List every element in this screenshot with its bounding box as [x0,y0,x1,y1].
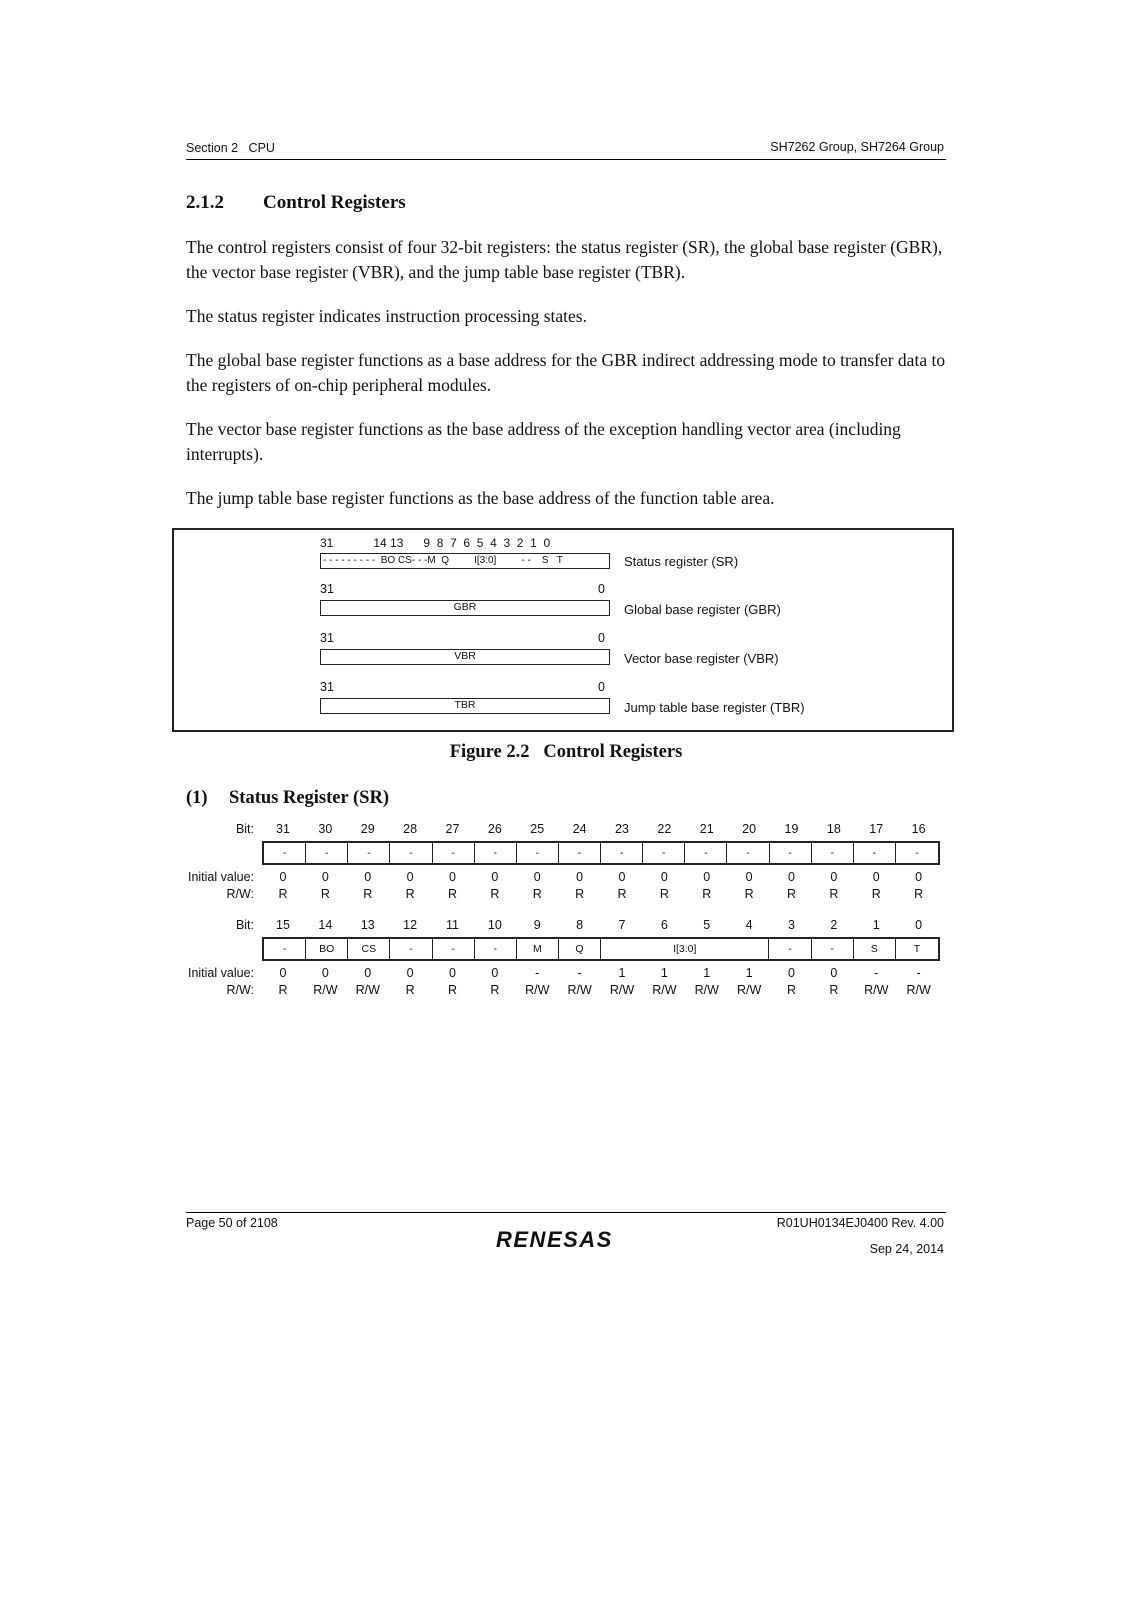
section-title: Control Registers [263,192,406,213]
initial-value: 0 [830,870,838,884]
rw-value: R/W [694,983,719,997]
bit-field: - [475,939,517,959]
initial-value: 0 [449,870,456,884]
sr-register-box: - - - - - - - - - BO CS- - -M Q I[3:0] - - S T [320,553,610,569]
bit-field-row [262,841,940,865]
initial-value: 0 [618,870,626,884]
bit-number: 20 [742,822,757,836]
vbr-bit-31: 31 [320,631,334,645]
footer-document-id: R01UH0134EJ0400 Rev. 4.00 [776,1216,944,1230]
bit-number: 6 [660,918,668,932]
header-divider [186,159,946,160]
rw-value: R/W [525,983,550,997]
vbr-description: Vector base register (VBR) [624,651,779,666]
rw-value: R [490,983,500,997]
footer-divider [186,1212,946,1213]
gbr-description: Global base register (GBR) [624,602,781,617]
renesas-logo-mark [494,1226,638,1252]
subsection-heading [186,788,389,809]
tbr-description: Jump table base register (TBR) [624,700,805,715]
bit-number: 29 [360,822,375,836]
bit-field: - [812,843,854,863]
bit-field: - [390,843,432,863]
bit-number: 18 [826,822,841,836]
initial-value-label: Initial value: [187,870,254,884]
initial-value: 0 [915,870,923,884]
bit-number: 1 [872,918,880,932]
rw-value: R [532,887,542,901]
vbr-register-box: VBR [320,649,610,665]
initial-value: 0 [406,966,414,980]
paragraph-vbr: The vector base register functions as the base address of the exception handling vector area (including interrupts). [186,419,901,464]
bit-number: 3 [788,918,795,932]
rw-value: R [278,983,288,997]
initial-value: 0 [872,870,880,884]
bit-field-row [262,937,940,961]
figure-caption: Figure 2.2 Control Registers [449,742,683,762]
bit-number: 14 [318,918,333,932]
bit-field: - [390,939,432,959]
rw-label: R/W: [226,983,254,997]
bit-field: S [854,939,896,959]
paragraph-tbr: The jump table base register functions as the base address of the function table area. [186,488,775,508]
rw-value: R/W [567,983,592,997]
rw-value: R/W [906,983,931,997]
paragraph-sr: The status register indicates instruction processing states. [186,306,587,326]
gbr-bit-31: 31 [320,582,334,596]
rw-value: R [447,887,458,901]
rw-value: R [786,887,797,901]
bit-field: - [264,843,306,863]
bit-number: 0 [915,918,923,932]
rw-value: R [575,887,585,901]
header-section-label: Section 2 CPU [186,141,275,155]
rw-value: R/W [736,983,762,997]
rw-value: R [744,887,754,901]
initial-value: 0 [576,870,584,884]
bit-label: Bit: [235,822,254,836]
bit-number: 22 [657,822,672,836]
initial-value: 0 [830,966,838,980]
bit-field: - [854,843,896,863]
footer-page-number: Page 50 of 2108 [186,1216,278,1230]
initial-value: - [874,966,879,980]
initial-value: 0 [660,870,668,884]
bit-field: - [915,847,919,859]
rw-value: R [617,887,627,901]
bit-field: - [727,843,769,863]
bit-number: 28 [403,822,418,836]
bit-number: 23 [615,822,629,836]
bit-field: CS [348,939,390,959]
rw-value: R [405,983,415,997]
initial-value: - [577,966,582,980]
rw-value: R [659,887,669,901]
bit-number: 24 [572,822,587,836]
bit-field: I[3:0] [601,939,769,959]
rw-value: R/W [864,983,889,997]
initial-value: 1 [745,966,753,980]
bit-field: - [770,843,812,863]
initial-value: 0 [491,870,499,884]
rw-value: R/W [652,983,677,997]
initial-value: 0 [279,966,287,980]
bit-number: 26 [487,822,502,836]
initial-value: 0 [321,966,329,980]
bit-number: 15 [276,918,290,932]
bit-number: 25 [530,822,545,836]
bit-field: - [685,843,727,863]
bit-field: - [264,939,306,959]
initial-value: 0 [279,870,287,884]
rw-value: R [447,983,458,997]
tbr-bit-0: 0 [598,680,605,694]
section-number: 2.1.2 [186,192,224,213]
subsection-title: Status Register (SR) [229,788,389,808]
bit-number: 5 [703,918,711,932]
rw-value: R/W [313,983,338,997]
rw-value: R [786,983,797,997]
bit-field: - [601,843,643,863]
initial-value: 0 [788,966,795,980]
rw-label: R/W: [226,887,254,901]
paragraph-gbr: The global base register functions as a base address for the GBR indirect addressing mode to transfer data to the registers of on-chip peripheral modules. [186,350,946,395]
header-product-group: SH7262 Group, SH7264 Group [770,140,944,154]
bit-field: - [559,843,601,863]
bit-number: 31 [276,822,290,836]
bit-field: - [433,843,475,863]
rw-value: R [829,887,839,901]
bit-field: - [348,843,390,863]
bit-field: - [306,843,348,863]
bit-number: 21 [699,822,714,836]
initial-value: 0 [364,870,372,884]
bit-number: 19 [784,822,799,836]
bit-field: - [475,843,517,863]
initial-value: 0 [533,870,541,884]
rw-value: R [829,983,839,997]
initial-value: 1 [660,966,668,980]
initial-value: 0 [406,870,414,884]
rw-value: R/W [355,983,380,997]
bit-number: 8 [576,918,584,932]
bit-number: 16 [911,822,926,836]
rw-value: R/W [609,983,635,997]
subsection-number: (1) [186,788,208,808]
bit-number: 9 [533,918,541,932]
vbr-bit-0: 0 [598,631,605,645]
rw-value: R [871,887,881,901]
bit-label: Bit: [235,918,254,932]
bit-field: - [643,843,685,863]
bit-field: - [769,939,811,959]
bit-number: 7 [618,918,626,932]
initial-value: - [916,966,921,980]
renesas-logo-text: RENESAS [496,1227,613,1252]
rw-value: R [278,887,288,901]
section-heading [186,192,406,214]
gbr-bit-0: 0 [598,582,605,596]
bit-number: 10 [487,918,502,932]
control-registers-figure [172,528,954,732]
initial-value: 0 [364,966,372,980]
bit-number: 2 [830,918,838,932]
rw-value: R [363,887,373,901]
bit-field: - [812,939,854,959]
bit-number: 17 [869,822,884,836]
bit-field: BO [306,939,348,959]
gbr-register-box: GBR [320,600,610,616]
initial-value: 0 [745,870,753,884]
bit-field: - [517,843,559,863]
initial-value: 0 [321,870,329,884]
initial-value-label: Initial value: [187,966,254,980]
initial-value: - [535,966,540,980]
rw-value: R [405,887,415,901]
bit-number: 30 [318,822,333,836]
sr-description: Status register (SR) [624,554,739,569]
bit-number: 11 [446,918,459,932]
footer-date: Sep 24, 2014 [869,1242,944,1256]
bit-field: T [913,943,921,955]
bit-number: 27 [445,822,460,836]
rw-value: R [702,887,712,901]
tbr-bit-31: 31 [320,680,334,694]
sr-bit-numbers: 31 14 13 9 8 7 6 5 4 3 2 1 0 [320,536,551,550]
initial-value: 0 [788,870,795,884]
bit-number: 12 [403,918,418,932]
rw-value: R [490,887,500,901]
initial-value: 0 [703,870,711,884]
initial-value: 1 [703,966,711,980]
initial-value: 0 [491,966,499,980]
bit-field: Q [559,939,601,959]
tbr-register-box: TBR [320,698,610,714]
bit-number: 4 [745,918,753,932]
rw-value: R [914,887,924,901]
initial-value: 1 [618,966,626,980]
bit-number: 13 [360,918,375,932]
bit-field: - [433,939,475,959]
initial-value: 0 [449,966,456,980]
paragraph-intro: The control registers consist of four 32-bit registers: the status register (SR), the global base register (GBR), the vector base register (VBR), and the jump table base register (TBR). [186,237,943,282]
rw-value: R [320,887,330,901]
renesas-logo [494,1226,638,1257]
bit-field: M [517,939,559,959]
